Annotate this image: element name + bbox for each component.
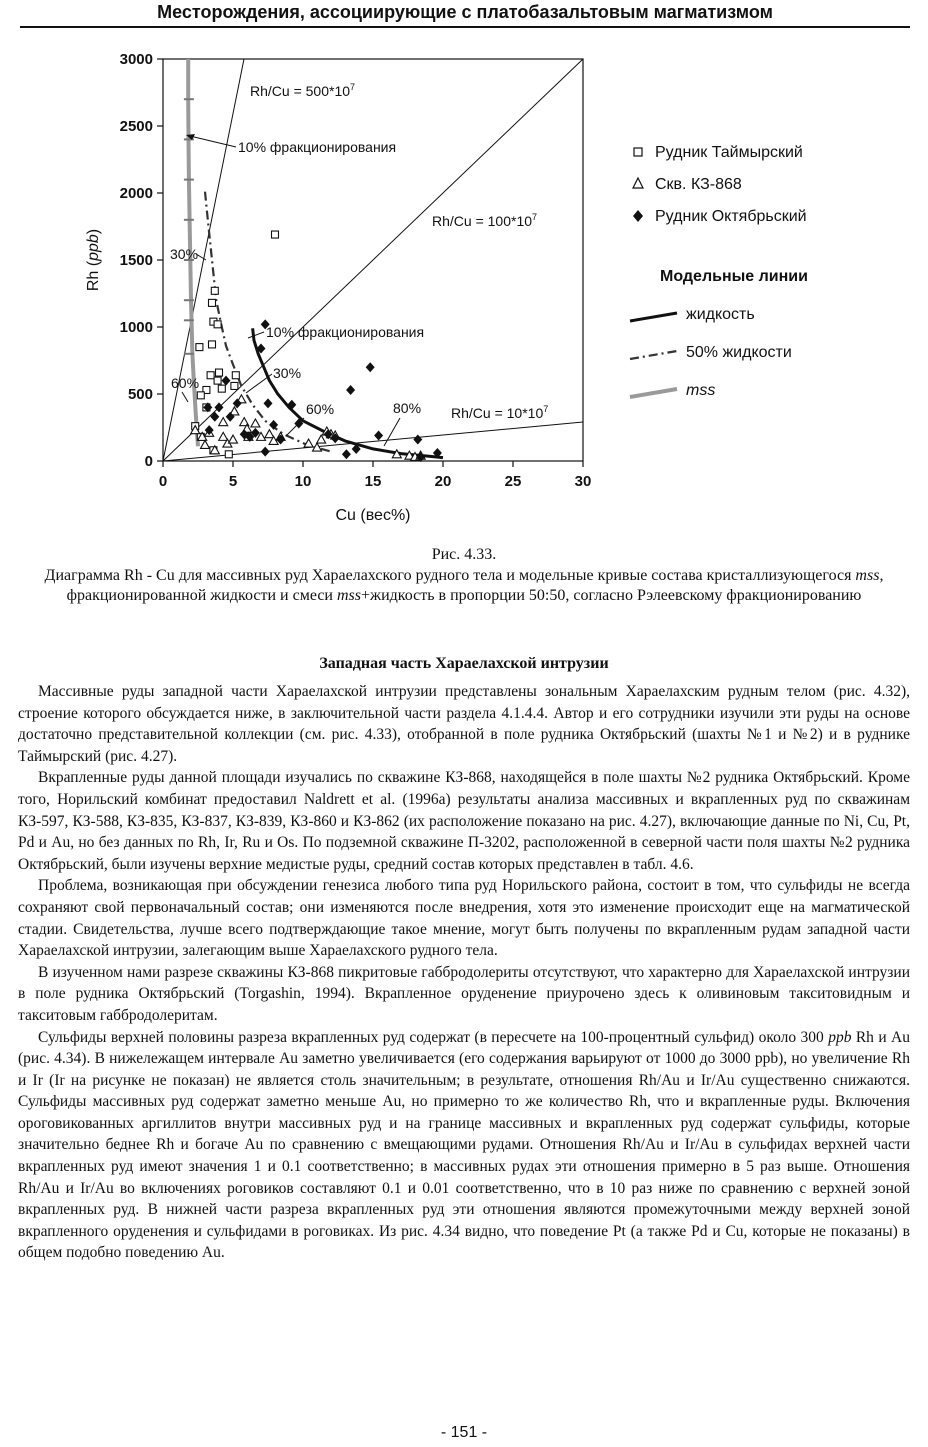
y-tick-label: 2000	[119, 185, 153, 202]
section-title: Западная часть Хараелахской интрузии	[319, 655, 609, 672]
point-taimyrsky	[272, 231, 279, 238]
point-taimyrsky	[214, 377, 221, 384]
legend-model-label: mss	[686, 382, 716, 399]
point-taimyrsky	[209, 299, 216, 306]
point-kz868	[317, 435, 326, 443]
annotation-80: 80%	[393, 400, 422, 416]
legend-line-sample	[630, 313, 677, 321]
legend-line-sample	[630, 351, 677, 359]
legend-model-label: 50% жидкости	[686, 344, 792, 361]
figure-caption: Диаграмма Rh - Cu для массивных руд Хараелахского рудного тела и модельные кривые состава кристаллизующегося mss, фракционированной жидкости и смеси mss+жидкость в пропорции 50:50, согласно Рэлеевскому фракционированию	[44, 567, 884, 604]
annotation-frac-mid: 10% фракционирования	[266, 324, 425, 340]
point-oktyabrsky	[342, 449, 351, 459]
point-taimyrsky	[216, 369, 223, 376]
point-oktyabrsky	[374, 431, 383, 441]
point-taimyrsky	[207, 372, 214, 379]
annotation-frac-top: 10% фракционирования	[238, 139, 397, 155]
figure-number: Рис. 4.33.	[431, 546, 497, 563]
annotation-60-left: 60%	[171, 375, 200, 391]
x-tick-label: 25	[504, 473, 522, 490]
annotation-30-mid: 30%	[273, 365, 302, 381]
legend-square-icon	[634, 148, 642, 156]
annotation-arrow	[246, 374, 272, 393]
point-taimyrsky	[214, 321, 221, 328]
y-tick-label: 1500	[119, 252, 153, 269]
y-tick-label: 500	[127, 386, 153, 403]
y-tick-label: 2500	[119, 118, 153, 135]
legend-label: Рудник Таймырский	[655, 144, 803, 161]
point-kz868	[251, 419, 260, 427]
annotation-30-left: 30%	[170, 246, 199, 262]
ratio-line-label: $Rh/Cu = 10*10^7$	[451, 404, 549, 421]
paragraph: Проблема, возникающая при обсуждении генезиса любого типа руд Норильского района, состоит в том, что сульфиды не всегда сохраняют свой первоначальный состав; они изменяются после внедрения, хотя это изменение происходит еще на магматической стадии. Свидетельства, лучше всего подтверждающие такое мнение, могут быть получены по вкрапленным рудам западной части Хараелахской интрузии, залегающим выше Хараелахского рудного тела.	[18, 877, 910, 960]
x-tick-label: 0	[158, 473, 168, 490]
legend	[630, 144, 808, 399]
point-taimyrsky	[209, 341, 216, 348]
y-tick-label: 1000	[119, 319, 153, 336]
annotation-arrow	[190, 136, 236, 147]
ratio-lines	[163, 59, 583, 461]
point-kz868	[201, 440, 210, 448]
rh-cu-diagram	[0, 40, 928, 540]
annotation-60-mid: 60%	[306, 401, 335, 417]
x-tick-label: 10	[294, 473, 312, 490]
paragraph: Массивные руды западной части Хараелахской интрузии представлены зональным Хараелахским рудным телом (рис. 4.32), строение которого обсуждается ниже, в заключительной части раздела 4.1.4.4. Автор и его сотрудники изучили эти руды на основе достаточно представительной коллекции (см. рис. 4.33), отобранной в поле рудника Октябрьский (шахты №1 и №2) и в руднике Таймырский (рис. 4.27).	[18, 683, 910, 765]
ratio-line-label: $Rh/Cu = 100*10^7$	[432, 212, 538, 229]
paragraph: В изученном нами разрезе скважины КЗ-868 пикритовые габбродолериты отсутствуют, что характерно для Хараелахской интрузии в поле рудника Октябрьский (Torgashin, 1994). Вкрапленное оруденение приурочено здесь к оливиновым такситовидным и такситовым габбродолеритам.	[18, 963, 910, 1024]
x-tick-label: 30	[574, 473, 592, 490]
legend-model-label: жидкость	[686, 306, 755, 323]
point-taimyrsky	[197, 392, 204, 399]
axes	[85, 51, 591, 524]
x-tick-label: 20	[434, 473, 452, 490]
legend-triangle-icon	[633, 178, 643, 188]
legend-diamond-icon	[633, 210, 643, 222]
page-number: - 151 -	[440, 1424, 488, 1441]
x-tick-label: 5	[228, 473, 238, 490]
x-tick-label: 15	[364, 473, 382, 490]
point-kz868	[219, 432, 228, 440]
point-kz868	[265, 430, 274, 438]
point-oktyabrsky	[413, 435, 422, 445]
legend-line-sample	[630, 389, 677, 397]
point-taimyrsky	[232, 372, 239, 379]
annotation-arrow	[384, 418, 400, 446]
point-taimyrsky	[225, 451, 232, 458]
annotation-arrow	[182, 392, 188, 402]
point-oktyabrsky	[210, 412, 219, 422]
model-lines	[184, 59, 443, 458]
point-oktyabrsky	[366, 362, 375, 372]
point-oktyabrsky	[222, 376, 231, 386]
point-kz868	[219, 418, 228, 426]
paragraph: Вкрапленные руды данной площади изучались по скважине КЗ-868, находящейся в поле шахты №2 рудника Октябрьский. Кроме того, Норильский комбинат предоставил Naldrett et al. (1996a) результаты анализа массивных и вкрапленных руд по скважинам КЗ-597, КЗ-588, КЗ-835, КЗ-837, КЗ-839, КЗ-860 и КЗ-862 (их расположение показано на рис. 4.27), включающие данные по Ni, Cu, Pt, Pd и Au, но без данных по Rh, Ir, Ru и Os. По подземной скважине П-3202, расположенной в северной части поля шахты №2 рудника Октябрьский, были изучены верхние медистые руды, средний состав которых представлен в табл. 4.6.	[18, 769, 910, 873]
body-text	[18, 681, 910, 1264]
y-axis-label: Rh (ppb)	[85, 228, 102, 292]
legend-label: Скв. КЗ-868	[655, 176, 742, 193]
ratio-line-label: $Rh/Cu = 500*10^7$	[250, 82, 356, 99]
paragraph: Сульфиды верхней половины разреза вкрапленных руд содержат (в пересчете на 100-процентный сульфид) около 300 ppb Rh и Au (рис. 4.34). В нижележащем интервале Au заметно увеличивается (его содержания варьируют от 1000 до 3000 ppb), но увеличение Rh и Ir (Ir на рисунке не показан) не является столь значительным; в результате, отношения Rh/Au и Ir/Au существенно снижаются. Сульфиды массивных руд содержат заметно меньше Au, но примерно то же количество Rh, что и вкрапленные руды. Включения ороговикованных аргиллитов внутри массивных руд и на границе массивных и вкрапленных руд содержат сульфиды, которые значительно беднее Rh и богаче Au по сравнению с вмещающими рудами. Отношения Rh/Au и Ir/Au в сульфидах верхней части вкрапленных руд имеют значения 1 и 0.1 соответственно; в массивных рудах эти отношения примерно в 5 раз выше. Отношения Rh/Au и Ir/Au во включениях роговиков составляют 0.1 и 0.01 соответственно, что в 10 раз ниже по сравнению с верхней зоной вкрапленных руд. В нижней части разреза вкрапленных руд эти отношения являются промежуточными между верхней зоной вкрапленного оруденения и сульфидами в роговиках. Из рис. 4.34 видно, что поведение Pt (а также Pd и Cu, которые не показаны) в общем подобно поведению Au.	[18, 1028, 910, 1262]
point-oktyabrsky	[264, 398, 273, 408]
point-kz868	[229, 435, 238, 443]
y-tick-label: 3000	[119, 51, 153, 68]
x-axis-label: Cu (вес%)	[335, 507, 411, 524]
annotations	[170, 134, 424, 446]
annotation-arrow	[286, 418, 304, 436]
y-tick-label: 0	[144, 453, 153, 470]
point-taimyrsky	[218, 385, 225, 392]
ratio-line	[163, 59, 583, 461]
legend-label: Рудник Октябрьский	[655, 208, 807, 225]
running-header: Месторождения, ассоциирующие с платобазальтовым магматизмом	[20, 0, 910, 28]
point-oktyabrsky	[346, 385, 355, 395]
point-taimyrsky	[231, 382, 238, 389]
point-taimyrsky	[196, 344, 203, 351]
annotation-arrow	[248, 332, 264, 338]
point-taimyrsky	[211, 287, 218, 294]
point-oktyabrsky	[261, 447, 270, 457]
legend-model-title: Модельные линии	[660, 268, 808, 285]
